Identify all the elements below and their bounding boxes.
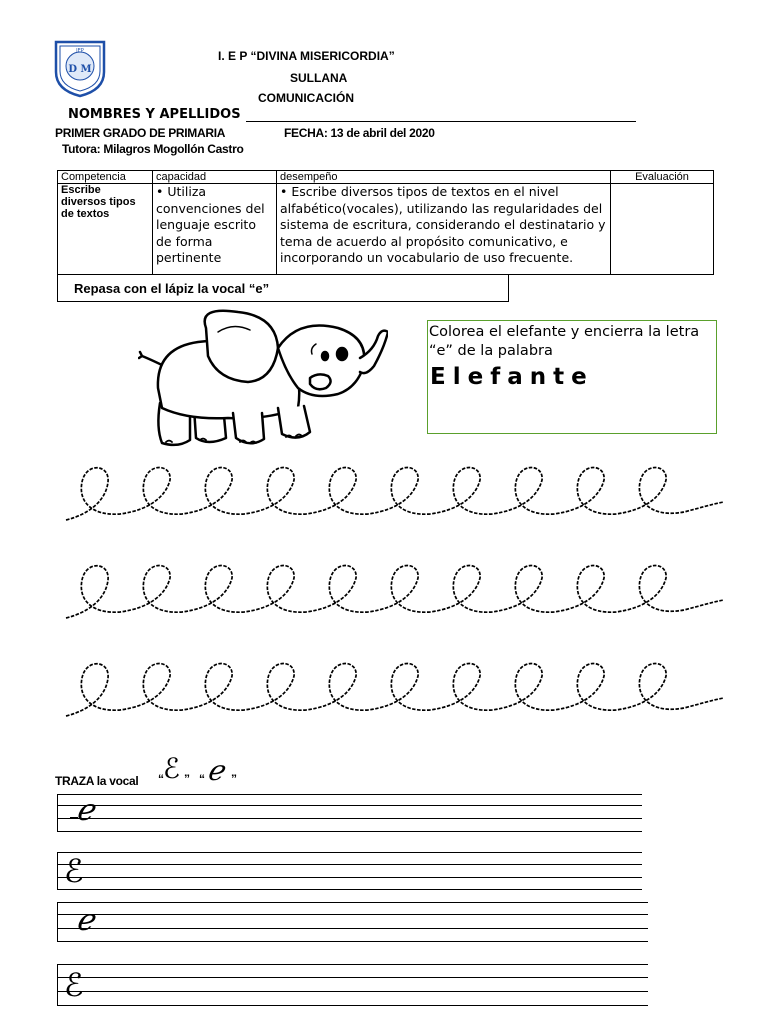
repasa-instruction: Repasa con el lápiz la vocal “e” <box>57 274 509 302</box>
city-name: SULLANA <box>290 71 348 85</box>
practice-glyph-3: ℯ <box>76 903 94 938</box>
elefante-word[interactable]: Elefante <box>430 364 594 390</box>
lead-dash <box>70 928 78 929</box>
uppercase-e-sample: ℰ <box>163 752 180 785</box>
header-competencia: Competencia <box>58 171 153 184</box>
logo-initials: D M <box>68 64 92 75</box>
close-quote-2: ” <box>231 772 237 786</box>
loop-row-3[interactable] <box>66 664 724 717</box>
lowercase-e-sample: ℯ <box>207 754 224 787</box>
date-text: FECHA: 13 de abril del 2020 <box>284 126 435 140</box>
practice-row-3[interactable] <box>57 902 648 942</box>
colorea-instruction: Colorea el elefante y encierra la letra “e” de la palabra <box>429 324 700 359</box>
traza-label: TRAZA la vocal <box>55 774 139 788</box>
lead-dash <box>70 817 78 818</box>
loop-row-2[interactable] <box>66 566 724 619</box>
subject-name: COMUNICACIÓN <box>258 91 354 105</box>
practice-row-4[interactable] <box>57 964 648 1006</box>
school-name: I. E P “DIVINA MISERICORDIA” <box>218 49 395 63</box>
grade-text: PRIMER GRADO DE PRIMARIA <box>55 126 226 140</box>
open-quote-1: “ <box>158 772 164 786</box>
practice-row-1[interactable] <box>57 794 642 832</box>
header-capacidad: capacidad <box>153 171 277 184</box>
practice-row-2[interactable] <box>57 852 642 890</box>
header-evaluacion: Evaluación <box>611 171 714 184</box>
cell-competencia: Escribe diversos tipos de textos <box>58 184 153 275</box>
practice-glyph-1: ℯ <box>76 793 94 828</box>
tutor-text: Tutora: Milagros Mogollón Castro <box>62 142 244 156</box>
names-label: NOMBRES Y APELLIDOS <box>68 107 241 122</box>
practice-glyph-4: ℰ <box>64 966 84 1004</box>
close-quote-1: ” <box>184 772 190 786</box>
cell-desempeno: • Escribe diversos tipos de textos en el nivel alfabético(vocales), utilizando las regularidades del sistema de escritura, considerando el destinatario y tema de acuerdo al propósito comunicativo, e incorporando un vocabulario de uso frecuente. <box>277 184 611 275</box>
loop-row-1[interactable] <box>66 468 724 521</box>
practice-glyph-2: ℰ <box>64 852 84 890</box>
svg-text:IEP: IEP <box>76 48 84 54</box>
open-quote-2: “ <box>199 772 205 786</box>
cell-capacidad: • Utiliza convenciones del lenguaje escrito de forma pertinente <box>153 184 277 275</box>
header-desempeno: desempeño <box>277 171 611 184</box>
